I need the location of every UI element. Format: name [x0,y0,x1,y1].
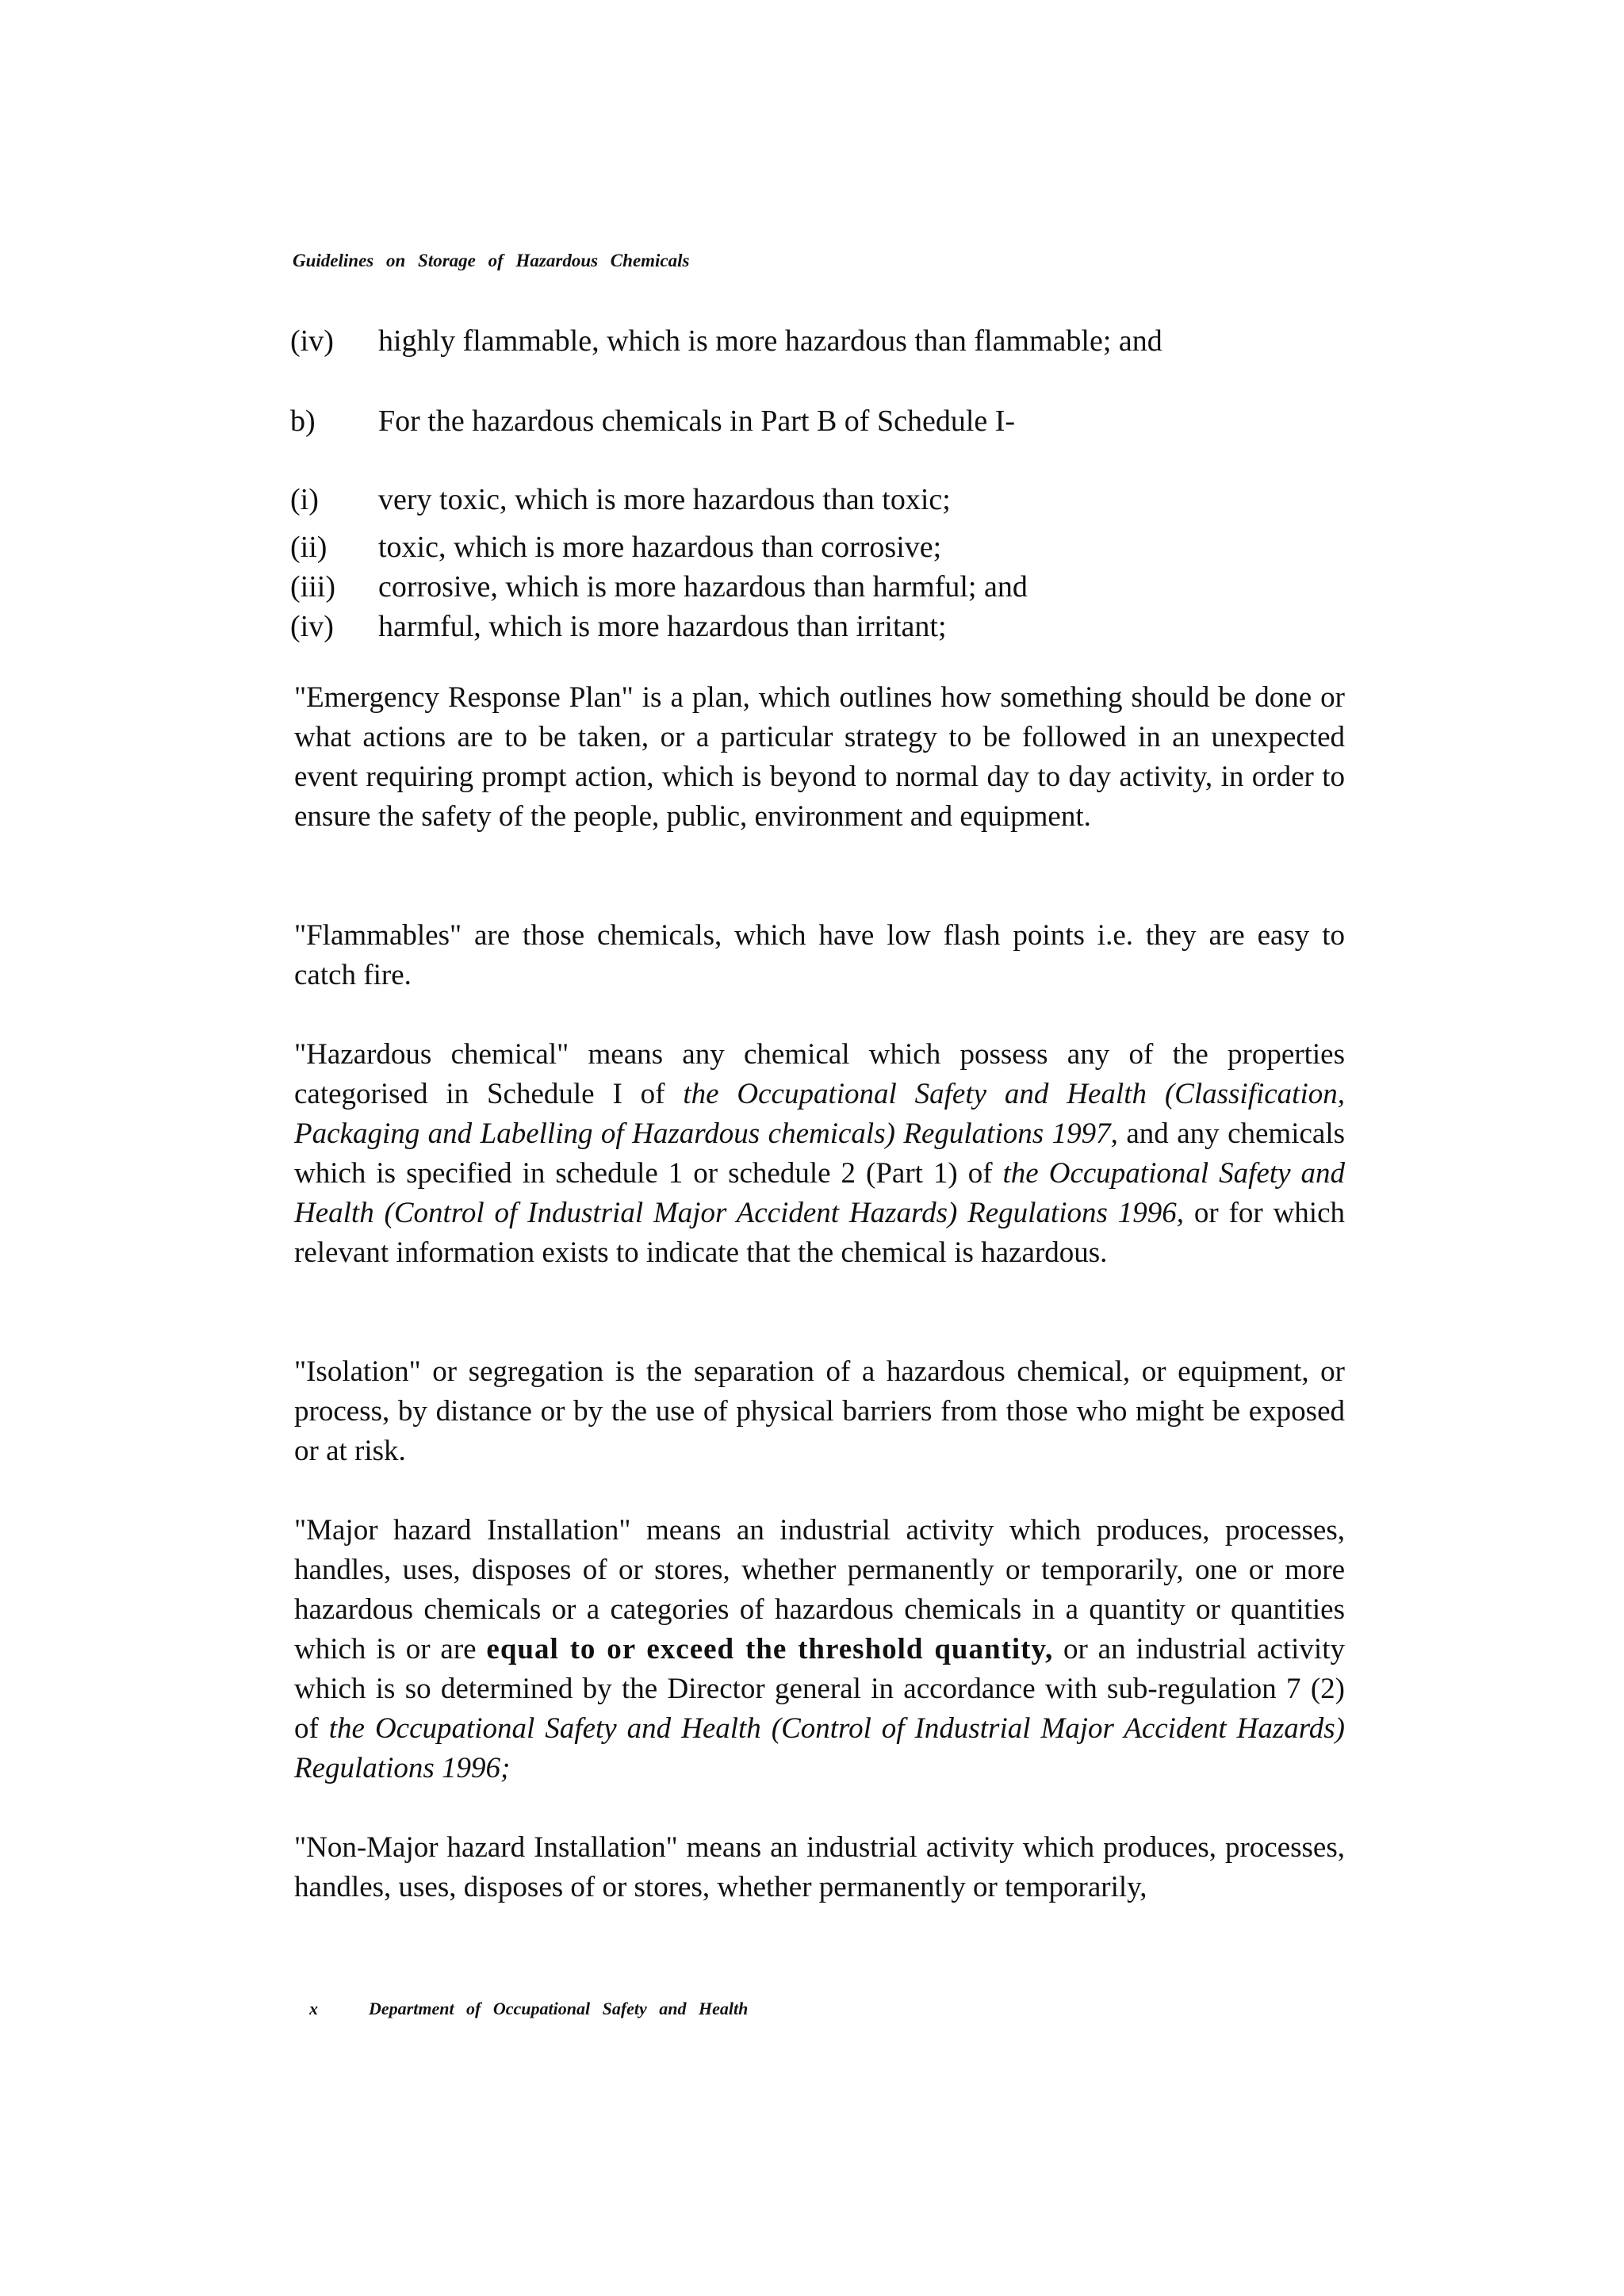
item-number: (iv) [290,610,334,643]
running-header: Guidelines on Storage of Hazardous Chemicals [293,251,690,270]
item-text: harmful, which is more hazardous than irritant; [378,610,947,643]
text-run: or for which relevant information exists to indicate that the chemical is hazardous. [294,1197,1345,1269]
definition-hazardous-chemical [294,1035,1345,1273]
regulation-citation: the Occupational Safety and Health (Control of Industrial Major Accident Hazards) Regulations 1996; [294,1712,1345,1784]
regulation-citation: the Occupational Safety and Health (Control of Industrial Major Accident Hazards) Regulations 1996, [294,1157,1345,1229]
text-run: "Hazardous chemical" means any chemical which possess any of the properties categorised in Schedule I of [294,1038,1345,1110]
item-text: very toxic, which is more hazardous than toxic; [378,483,951,516]
list-item [290,567,1028,607]
footer-department: Department of Occupational Safety and Health [369,1999,749,2018]
definition-emergency-response-plan: "Emergency Response Plan" is a plan, which outlines how something should be done or what actions are to be taken, or a particular strategy to be followed in an unexpected event requiring prompt action, which is beyond to normal day to day activity, in order to ensure the safety of the people, public, environment and equipment. [294,681,1345,833]
definition-non-major-hazard-installation: "Non-Major hazard Installation" means an industrial activity which produces, processes, handles, uses, disposes of or stores, whether permanently or temporarily, [294,1831,1345,1903]
list-item [290,480,951,519]
list-item [290,527,941,567]
item-text: highly flammable, which is more hazardous than flammable; and [378,324,1162,358]
item-number: (iii) [290,570,335,604]
definition-major-hazard-installation [294,1511,1345,1788]
item-number: (i) [290,483,319,516]
text-run: "Major hazard Installation" means an industrial activity which produces, processes, handles, uses, disposes of or stores, whether permanently or temporarily, one or more hazardous chemicals or a categories of hazardous chemicals in a quantity or quantities which is or are [294,1514,1345,1665]
text-run: or an industrial activity which is so determined by the Director general in accordance with sub-regulation 7 (2) of [294,1633,1345,1745]
page-number: x [309,1999,318,2018]
definition-isolation: "Isolation" or segregation is the separation of a hazardous chemical, or equipment, or process, by distance or by the use of physical barriers from those who might be exposed or at risk. [294,1355,1345,1467]
emphasis-threshold: equal to or exceed the threshold quantity, [486,1633,1054,1665]
item-text: corrosive, which is more hazardous than harmful; and [378,570,1028,604]
list-item [290,321,1162,361]
item-number: b) [290,404,316,438]
regulation-citation: the Occupational Safety and Health (Classification, Packaging and Labelling of Hazardous chemicals) Regulations 1997, [294,1078,1345,1150]
list-item [290,401,1015,441]
list-item [290,607,947,646]
page-footer [309,1999,748,2019]
item-number: (iv) [290,324,334,358]
definition-flammables: "Flammables" are those chemicals, which have low flash points i.e. they are easy to catch fire. [294,919,1345,991]
text-run: and any chemicals which is specified in schedule 1 or schedule 2 (Part 1) of [294,1117,1345,1190]
item-text: For the hazardous chemicals in Part B of Schedule I- [378,404,1016,438]
item-number: (ii) [290,531,327,564]
item-text: toxic, which is more hazardous than corrosive; [378,531,942,564]
